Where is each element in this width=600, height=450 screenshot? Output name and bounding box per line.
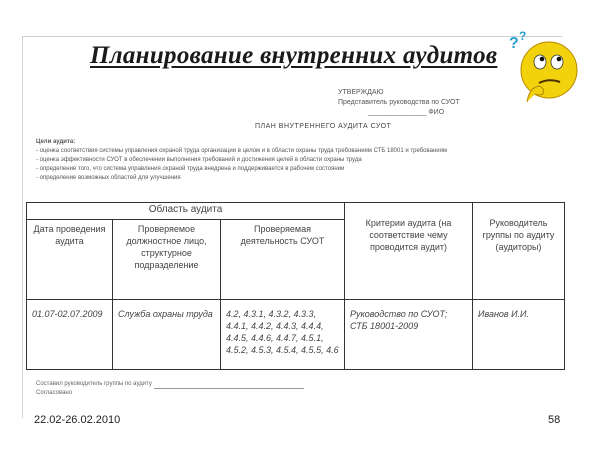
slide-border-left (22, 36, 23, 418)
approval-line: УТВЕРЖДАЮ (338, 89, 384, 96)
prepared-label: Составил руководитель группы по аудиту (36, 381, 152, 387)
leader-header: Руководитель группы по аудиту (аудиторы) (473, 203, 565, 300)
thinking-smiley-icon (505, 28, 585, 108)
question-mark-icon: ? (509, 35, 519, 52)
slide-title: Планирование внутренних аудитов (90, 42, 498, 69)
activity-cell: 4.2, 4.3.1, 4.3.2, 4.3.3, 4.4.1, 4.4.2, 4.4.3, 4.4.4, 4.4.5, 4.4.6, 4.4.7, 4.5.1, 4.5.2, 4.5.3, 4.5.4, 4.5.5, 4.6 (221, 300, 345, 370)
criteria-header: Критерии аудита (на соответствие чему проводится аудит) (345, 203, 473, 300)
unit-header: Проверяемое должностное лицо, структурное подразделение (113, 220, 221, 300)
footer-signatures (36, 380, 304, 398)
approval-block (338, 88, 460, 118)
criteria-cell: Руководство по СУОТ; СТБ 18001-2009 (345, 300, 473, 370)
goal-item: - определение возможных областей для улучшения (36, 175, 181, 181)
goal-item: - определение того, что система управления охраной труда внедрена и поддерживается в рабочем состоянии (36, 166, 345, 172)
leader-cell: Иванов И.И. (473, 300, 565, 370)
date-cell: 01.07-02.07.2009 (27, 300, 113, 370)
goals-label: Цели аудита: (36, 139, 76, 145)
signature-line (36, 380, 304, 389)
question-mark-icon: ? (519, 29, 527, 43)
table-row (27, 300, 565, 370)
slide-dates: 22.02-26.02.2010 (34, 414, 121, 426)
goal-item: - оценка эффективности СУОТ в обеспечении выполнения требований и достижения целей в области охраны труда (36, 157, 362, 163)
page-number: 58 (548, 414, 561, 426)
activity-header: Проверяемая деятельность СУОТ (221, 220, 345, 300)
approval-line: _______________ ФИО (368, 109, 445, 116)
goals-block (36, 138, 556, 183)
approval-line: Представитель руководства по СУОТ (338, 99, 460, 106)
slide-border-top (22, 36, 562, 37)
unit-cell: Служба охраны труда (113, 300, 221, 370)
agreed-label: Согласовано (36, 390, 73, 396)
audit-plan-table (26, 202, 565, 370)
area-header: Область аудита (27, 203, 345, 220)
table-header-row (27, 203, 565, 220)
date-header: Дата проведения аудита (27, 220, 113, 300)
goal-item: - оценка соответствия системы управления охраной труда организации в целом и в области охраны труда требованиям СТБ 18001 и требованиям (36, 148, 447, 154)
smiley-face (521, 42, 577, 98)
plan-heading: ПЛАН ВНУТРЕННЕГО АУДИТА СУОТ (255, 123, 392, 130)
